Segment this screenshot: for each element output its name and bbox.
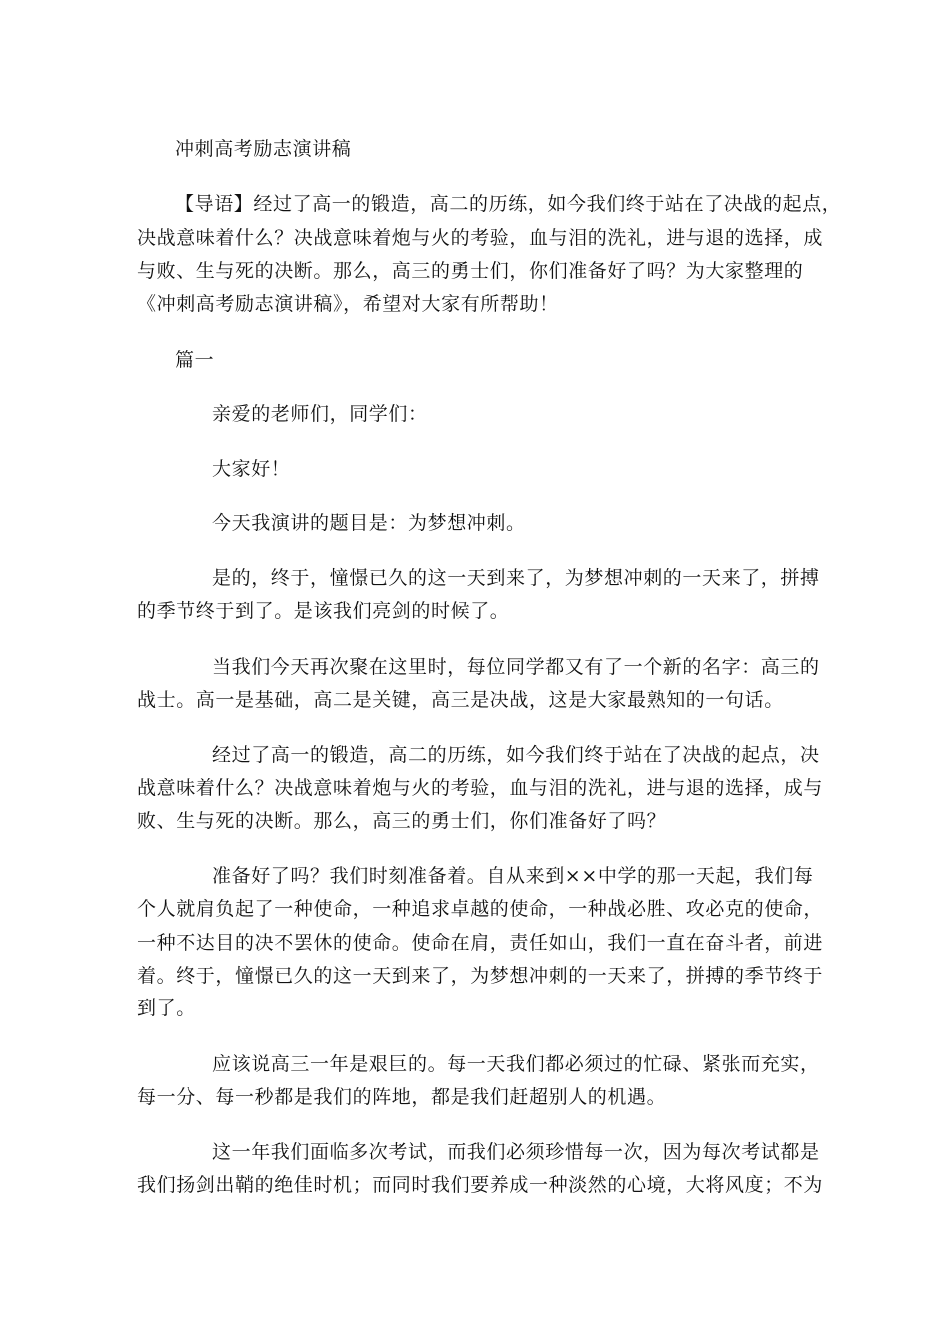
paragraph-line: 个人就肩负起了一种使命，一种追求卓越的使命，一种战必胜、攻必克的使命， [137, 898, 824, 920]
paragraph-line: 到了。 [137, 997, 196, 1019]
greeting-line: 大家好！ [212, 458, 291, 480]
salutation: 亲爱的老师们，同学们： [212, 403, 428, 425]
intro-line: 【导语】经过了高一的锻造，高二的历练，如今我们终于站在了决战的起点， [175, 193, 842, 215]
intro-line: 与败、生与死的决断。那么，高三的勇士们，你们准备好了吗？为大家整理的 [137, 260, 804, 282]
document-title: 冲刺高考励志演讲稿 [175, 138, 352, 160]
speech-topic: 今天我演讲的题目是：为梦想冲刺。 [212, 512, 526, 534]
paragraph-line: 着。终于，憧憬已久的这一天到来了，为梦想冲刺的一天来了，拼搏的季节终于 [137, 965, 824, 987]
paragraph-line: 应该说高三一年是艰巨的。每一天我们都必须过的忙碌、紧张而充实， [212, 1053, 820, 1075]
paragraph-line: 准备好了吗？我们时刻准备着。自从来到××中学的那一天起，我们每 [212, 865, 814, 887]
paragraph-line: 是的，终于，憧憬已久的这一天到来了，为梦想冲刺的一天来了，拼搏 [212, 567, 820, 589]
paragraph-line: 我们扬剑出鞘的绝佳时机；而同时我们要养成一种淡然的心境，大将风度；不为 [137, 1174, 824, 1196]
paragraph-line: 每一分、每一秒都是我们的阵地，都是我们赶超别人的机遇。 [137, 1086, 667, 1108]
paragraph-line: 败、生与死的决断。那么，高三的勇士们，你们准备好了吗？ [137, 810, 667, 832]
paragraph-line: 战意味着什么？决战意味着炮与火的考验，血与泪的洗礼，进与退的选择，成与 [137, 777, 824, 799]
paragraph-line: 一种不达目的决不罢休的使命。使命在肩，责任如山，我们一直在奋斗者，前进 [137, 932, 824, 954]
section-label: 篇一 [175, 349, 215, 371]
intro-line: 《冲刺高考励志演讲稿》，希望对大家有所帮助！ [137, 293, 559, 315]
paragraph-line: 战士。高一是基础，高二是关键，高三是决战，这是大家最熟知的一句话。 [137, 689, 784, 711]
paragraph-line: 的季节终于到了。是该我们亮剑的时候了。 [137, 600, 510, 622]
intro-line: 决战意味着什么？决战意味着炮与火的考验，血与泪的洗礼，进与退的选择，成 [137, 227, 824, 249]
paragraph-line: 这一年我们面临多次考试，而我们必须珍惜每一次，因为每次考试都是 [212, 1141, 820, 1163]
paragraph-line: 经过了高一的锻造，高二的历练，如今我们终于站在了决战的起点，决 [212, 744, 820, 766]
paragraph-line: 当我们今天再次聚在这里时，每位同学都又有了一个新的名字：高三的 [212, 656, 820, 678]
